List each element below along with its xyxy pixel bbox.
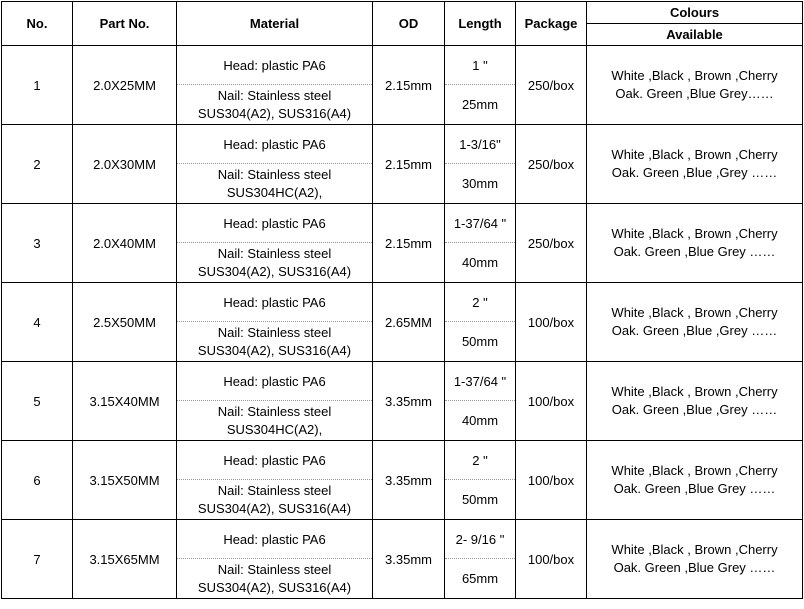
material-nail-line-1: Nail: Stainless steel bbox=[217, 482, 332, 498]
cell-colours bbox=[587, 441, 803, 520]
cell-no: 3 bbox=[2, 204, 73, 283]
cell-colours bbox=[587, 46, 803, 125]
cell-part-no: 2.5X50MM bbox=[73, 283, 177, 362]
cell-length-mm: 50mm bbox=[445, 480, 516, 520]
material-nail-line-2: SUS304(A2), SUS316(A4) bbox=[197, 263, 352, 279]
cell-material-nail bbox=[177, 322, 373, 362]
product-spec-table bbox=[1, 1, 803, 599]
cell-length-inch: 2 " bbox=[445, 441, 516, 480]
table-row bbox=[2, 441, 803, 480]
table-row bbox=[2, 362, 803, 401]
header-length: Length bbox=[445, 2, 516, 46]
cell-package: 100/box bbox=[516, 441, 587, 520]
table-body bbox=[2, 46, 803, 599]
cell-package: 250/box bbox=[516, 204, 587, 283]
cell-material-head: Head: plastic PA6 bbox=[177, 204, 373, 243]
material-nail-line-2: SUS304(A2), SUS316(A4) bbox=[197, 579, 352, 595]
header-colours: Colours bbox=[587, 2, 803, 24]
cell-material-nail bbox=[177, 401, 373, 441]
cell-part-no: 3.15X50MM bbox=[73, 441, 177, 520]
cell-length-mm: 40mm bbox=[445, 243, 516, 283]
cell-material-head: Head: plastic PA6 bbox=[177, 46, 373, 85]
cell-length-inch: 1-37/64 " bbox=[445, 362, 516, 401]
cell-od: 2.15mm bbox=[373, 204, 445, 283]
cell-material-nail bbox=[177, 480, 373, 520]
cell-no: 5 bbox=[2, 362, 73, 441]
cell-part-no: 2.0X25MM bbox=[73, 46, 177, 125]
table-row bbox=[2, 125, 803, 164]
cell-no: 1 bbox=[2, 46, 73, 125]
material-nail-line-2: SUS304HC(A2), bbox=[226, 421, 323, 437]
colours-line-2: Oak. Green ,Blue Grey …… bbox=[613, 560, 776, 575]
material-nail-line-1: Nail: Stainless steel bbox=[217, 561, 332, 577]
colours-line-1: White ,Black , Brown ,Cherry bbox=[611, 384, 778, 399]
cell-material-head: Head: plastic PA6 bbox=[177, 283, 373, 322]
material-nail-line-1: Nail: Stainless steel bbox=[217, 166, 332, 182]
material-nail-line-1: Nail: Stainless steel bbox=[217, 324, 332, 340]
cell-material-head: Head: plastic PA6 bbox=[177, 441, 373, 480]
cell-part-no: 2.0X30MM bbox=[73, 125, 177, 204]
cell-length-mm: 25mm bbox=[445, 85, 516, 125]
table-row bbox=[2, 520, 803, 559]
material-nail-line-1: Nail: Stainless steel bbox=[217, 87, 332, 103]
header-part-no: Part No. bbox=[73, 2, 177, 46]
colours-line-2: Oak. Green ,Blue Grey…… bbox=[615, 86, 774, 101]
cell-no: 7 bbox=[2, 520, 73, 599]
cell-length-inch: 2- 9/16 " bbox=[445, 520, 516, 559]
colours-line-1: White ,Black , Brown ,Cherry bbox=[611, 305, 778, 320]
cell-part-no: 3.15X65MM bbox=[73, 520, 177, 599]
cell-material-head: Head: plastic PA6 bbox=[177, 520, 373, 559]
cell-no: 4 bbox=[2, 283, 73, 362]
cell-length-mm: 40mm bbox=[445, 401, 516, 441]
cell-package: 250/box bbox=[516, 125, 587, 204]
cell-colours bbox=[587, 125, 803, 204]
cell-length-inch: 1 " bbox=[445, 46, 516, 85]
colours-line-1: White ,Black , Brown ,Cherry bbox=[611, 463, 778, 478]
cell-material-head: Head: plastic PA6 bbox=[177, 125, 373, 164]
cell-package: 100/box bbox=[516, 520, 587, 599]
cell-length-inch: 1-3/16" bbox=[445, 125, 516, 164]
table-row bbox=[2, 46, 803, 85]
cell-colours bbox=[587, 362, 803, 441]
material-nail-line-2: SUS304(A2), SUS316(A4) bbox=[197, 105, 352, 121]
cell-colours bbox=[587, 283, 803, 362]
colours-line-2: Oak. Green ,Blue ,Grey …… bbox=[611, 402, 778, 417]
cell-no: 2 bbox=[2, 125, 73, 204]
colours-line-1: White ,Black , Brown ,Cherry bbox=[611, 68, 778, 83]
colours-line-2: Oak. Green ,Blue Grey …… bbox=[613, 481, 776, 496]
colours-line-1: White ,Black , Brown ,Cherry bbox=[611, 542, 778, 557]
cell-od: 2.15mm bbox=[373, 46, 445, 125]
header-available: Available bbox=[587, 24, 803, 46]
header-od: OD bbox=[373, 2, 445, 46]
cell-material-nail bbox=[177, 164, 373, 204]
colours-line-2: Oak. Green ,Blue ,Grey …… bbox=[611, 165, 778, 180]
colours-line-1: White ,Black , Brown ,Cherry bbox=[611, 147, 778, 162]
header-package: Package bbox=[516, 2, 587, 46]
header-material: Material bbox=[177, 2, 373, 46]
cell-material-nail bbox=[177, 85, 373, 125]
cell-length-mm: 65mm bbox=[445, 559, 516, 599]
cell-od: 3.35mm bbox=[373, 520, 445, 599]
material-nail-line-2: SUS304(A2), SUS316(A4) bbox=[197, 500, 352, 516]
cell-colours bbox=[587, 204, 803, 283]
cell-od: 3.35mm bbox=[373, 441, 445, 520]
cell-package: 100/box bbox=[516, 362, 587, 441]
cell-package: 100/box bbox=[516, 283, 587, 362]
material-nail-line-2: SUS304(A2), SUS316(A4) bbox=[197, 342, 352, 358]
table-row bbox=[2, 283, 803, 322]
material-nail-line-1: Nail: Stainless steel bbox=[217, 403, 332, 419]
cell-material-nail bbox=[177, 559, 373, 599]
cell-od: 2.15mm bbox=[373, 125, 445, 204]
cell-material-head: Head: plastic PA6 bbox=[177, 362, 373, 401]
colours-line-1: White ,Black , Brown ,Cherry bbox=[611, 226, 778, 241]
cell-part-no: 3.15X40MM bbox=[73, 362, 177, 441]
cell-od: 3.35mm bbox=[373, 362, 445, 441]
cell-no: 6 bbox=[2, 441, 73, 520]
table-row bbox=[2, 204, 803, 243]
cell-length-inch: 2 " bbox=[445, 283, 516, 322]
material-nail-line-2: SUS304HC(A2), bbox=[226, 184, 323, 200]
cell-length-mm: 30mm bbox=[445, 164, 516, 204]
cell-part-no: 2.0X40MM bbox=[73, 204, 177, 283]
cell-colours bbox=[587, 520, 803, 599]
cell-package: 250/box bbox=[516, 46, 587, 125]
header-no: No. bbox=[2, 2, 73, 46]
colours-line-2: Oak. Green ,Blue Grey …… bbox=[613, 244, 776, 259]
cell-length-mm: 50mm bbox=[445, 322, 516, 362]
cell-od: 2.65MM bbox=[373, 283, 445, 362]
cell-material-nail bbox=[177, 243, 373, 283]
cell-length-inch: 1-37/64 " bbox=[445, 204, 516, 243]
header-row bbox=[2, 2, 803, 24]
material-nail-line-1: Nail: Stainless steel bbox=[217, 245, 332, 261]
colours-line-2: Oak. Green ,Blue ,Grey …… bbox=[611, 323, 778, 338]
